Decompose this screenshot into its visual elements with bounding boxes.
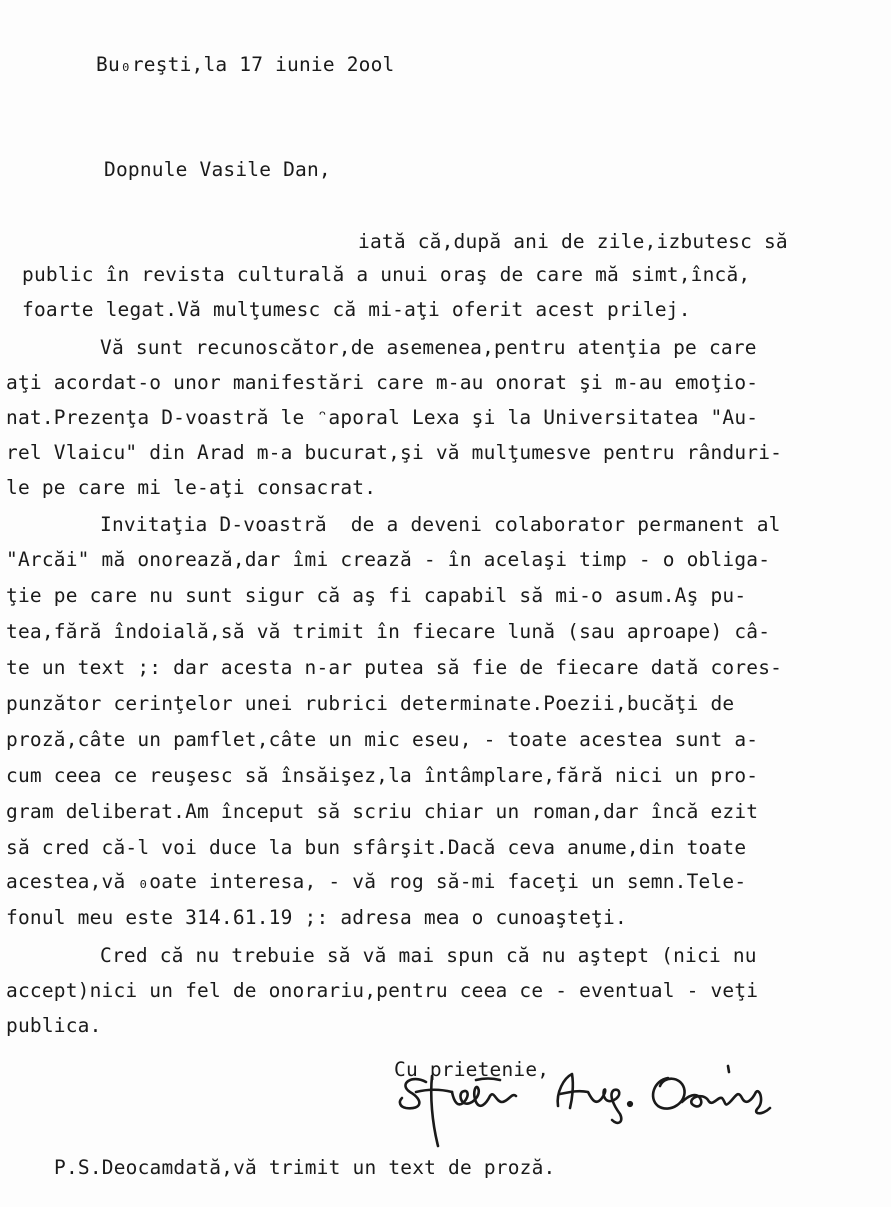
body-line: rel Vlaicu" din Arad m-a bucurat,şi vă mulţumesve pentru rânduri- [6, 441, 783, 464]
body-line: acestea,vă ₀oate interesa, - vă rog să-mi faceţi un semn.Tele- [6, 870, 747, 893]
body-line: să cred că-l voi duce la bun sfârşit.Dacă ceva anume,din toate [6, 836, 747, 859]
body-line: public în revista culturală a unui oraş de care mă simt,încă, [22, 263, 751, 286]
body-line: publica. [6, 1014, 102, 1037]
body-line: tea,fără îndoială,să vă trimit în fiecare lună (sau aproape) câ- [6, 620, 771, 643]
body-line: iată că,după ani de zile,izbutesc să [358, 230, 788, 253]
body-line: ţie pe care nu sunt sigur că aş fi capabil să mi-o asum.Aş pu- [6, 584, 747, 607]
body-line: punzător cerinţelor unei rubrici determinate.Poezii,bucăţi de [6, 692, 735, 715]
body-line: Cred că nu trebuie să vă mai spun că nu aştept (nici nu [100, 944, 757, 967]
body-line: aţi acordat-o unor manifestări care m-au onorat şi m-au emoţio- [6, 371, 759, 394]
postscript: P.S.Deocamdată,vă trimit un text de proză. [54, 1156, 556, 1179]
body-line: nat.Prezenţa D-voastră le ᵔaporal Lexa şi la Universitatea "Au- [6, 406, 759, 429]
body-line: accept)nici un fel de onorariu,pentru ceea ce - eventual - veţi [6, 979, 759, 1002]
body-line: Invitaţia D-voastră de a deveni colaborator permanent al [100, 513, 781, 536]
closing: Cu prietenie, [394, 1058, 550, 1081]
body-line: Vă sunt recunoscător,de asemenea,pentru atenţia pe care [100, 336, 757, 359]
body-line: te un text ;: dar acesta n-ar putea să fie de fiecare dată cores- [6, 656, 783, 679]
body-line: gram deliberat.Am început să scriu chiar un roman,dar încă ezit [6, 800, 759, 823]
handwritten-signature [392, 1058, 784, 1152]
body-line: cum ceea ce reuşesc să însăişez,la întâmplare,fără nici un pro- [6, 764, 759, 787]
body-line: foarte legat.Vă mulţumesc că mi-aţi oferit acest prilej. [22, 298, 691, 321]
body-line: proză,câte un pamflet,câte un mic eseu, - toate acestea sunt a- [6, 728, 759, 751]
body-line: le pe care mi le-aţi consacrat. [6, 476, 377, 499]
salutation: Dopnule Vasile Dan, [104, 158, 331, 181]
body-line: fonul meu este 314.61.19 ;: adresa mea o cunoaşteţi. [6, 906, 627, 929]
place-date: Bu₀reşti,la 17 iunie 2ool [96, 53, 395, 76]
body-line: "Arcăi" mă onorează,dar îmi crează - în acelaşi timp - o obliga- [6, 548, 771, 571]
